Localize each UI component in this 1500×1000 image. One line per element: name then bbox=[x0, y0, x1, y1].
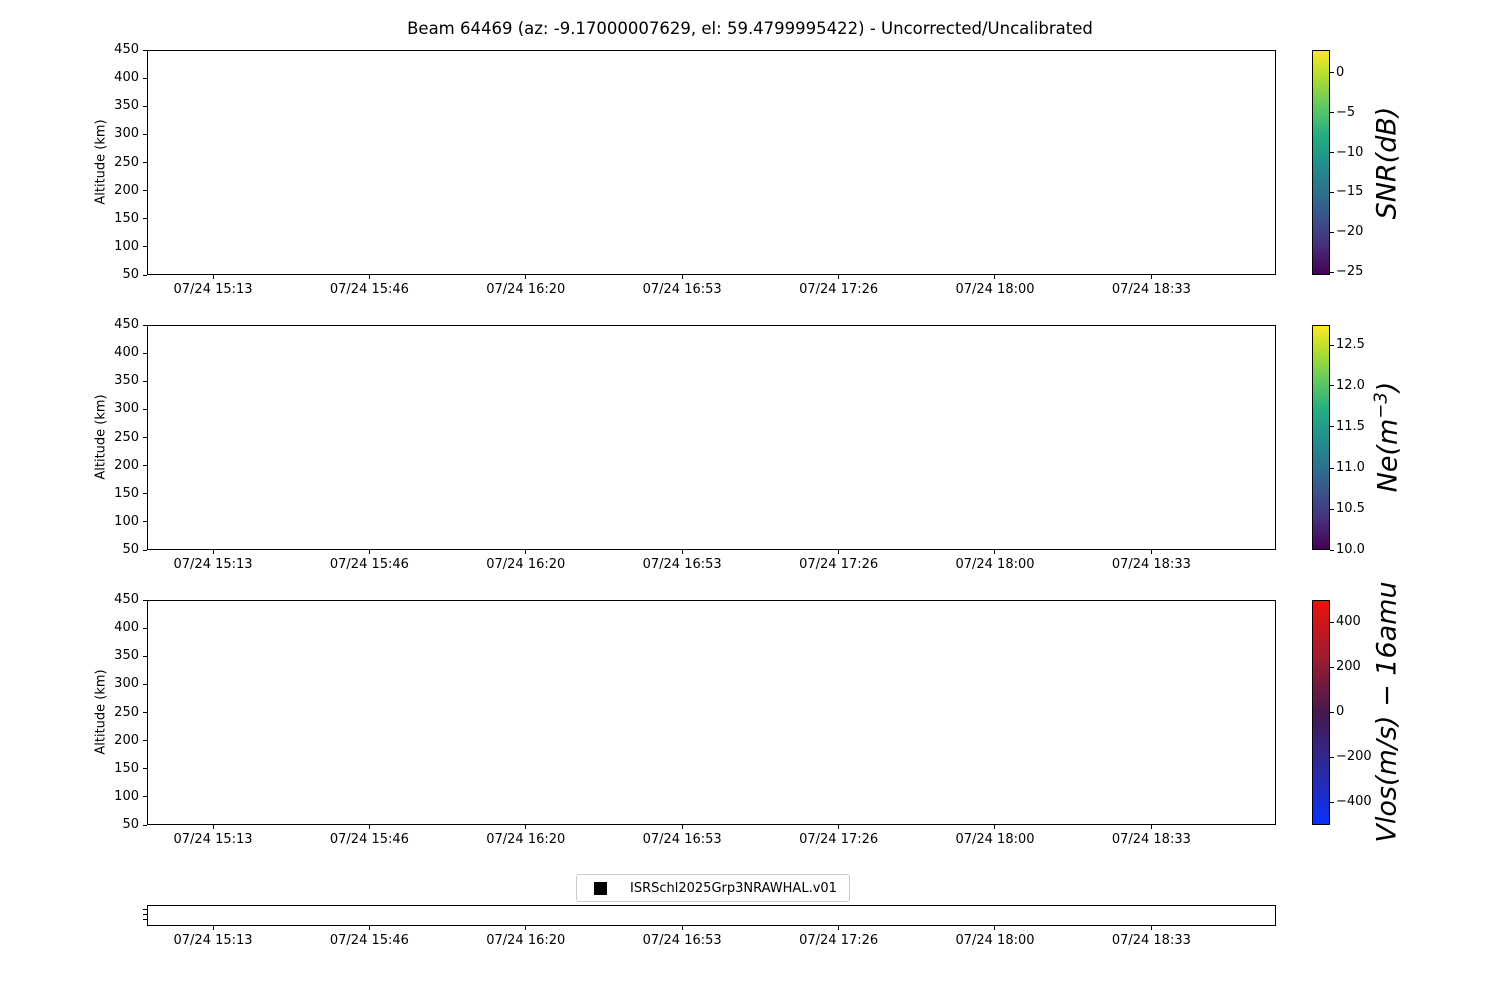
x-tick-label: 07/24 18:00 bbox=[955, 282, 1035, 297]
colorbar-tick-mark bbox=[1330, 550, 1334, 551]
y-tick-label: 100 bbox=[114, 788, 139, 804]
strip-x-tick-label: 07/24 15:46 bbox=[329, 933, 409, 948]
x-tick-mark bbox=[838, 275, 839, 279]
x-tick-mark bbox=[1151, 825, 1152, 829]
x-tick-label: 07/24 18:00 bbox=[955, 557, 1035, 572]
y-tick-label: 100 bbox=[114, 513, 139, 529]
y-tick-mark bbox=[143, 162, 147, 163]
x-tick-label: 07/24 15:13 bbox=[173, 557, 253, 572]
x-tick-mark bbox=[525, 825, 526, 829]
y-tick-label: 300 bbox=[114, 401, 139, 417]
colorbar-tick-label: −20 bbox=[1336, 224, 1364, 240]
x-tick-mark bbox=[525, 275, 526, 279]
y-tick-mark bbox=[143, 353, 147, 354]
x-tick-mark bbox=[994, 550, 995, 554]
y-tick-label: 450 bbox=[114, 592, 139, 607]
y-tick-mark bbox=[143, 712, 147, 713]
x-tick-label: 07/24 15:13 bbox=[173, 832, 253, 847]
colorbar-tick-label: −200 bbox=[1336, 749, 1372, 765]
colorbar-tick-mark bbox=[1330, 667, 1334, 668]
y-tick-label: 450 bbox=[114, 42, 139, 57]
colorbar-tick-mark bbox=[1330, 802, 1334, 803]
colorbar-tick-mark bbox=[1330, 152, 1334, 153]
colorbar-tick-label: 0 bbox=[1336, 704, 1345, 720]
strip-x-tick-mark bbox=[213, 926, 214, 930]
colorbar-tick-label: −10 bbox=[1336, 144, 1364, 160]
colorbar-tick-label: 10.5 bbox=[1336, 501, 1365, 517]
y-tick-label: 200 bbox=[114, 732, 139, 748]
colorbar-snr bbox=[1312, 50, 1330, 275]
y-tick-label: 400 bbox=[114, 345, 139, 361]
colorbar-tick-label: 10.0 bbox=[1336, 542, 1365, 557]
colorbar-tick-mark bbox=[1330, 757, 1334, 758]
colorbar-tick-label: 0 bbox=[1336, 64, 1345, 80]
x-tick-mark bbox=[369, 275, 370, 279]
x-tick-label: 07/24 16:20 bbox=[486, 832, 566, 847]
x-tick-label: 07/24 17:26 bbox=[799, 832, 879, 847]
y-tick-mark bbox=[143, 50, 147, 51]
y-tick-mark bbox=[143, 740, 147, 741]
colorbar-tick-mark bbox=[1330, 232, 1334, 233]
x-tick-label: 07/24 16:20 bbox=[486, 282, 566, 297]
y-tick-mark bbox=[143, 134, 147, 135]
y-tick-mark bbox=[143, 381, 147, 382]
y-tick-label: 350 bbox=[114, 648, 139, 664]
y-axis-label-snr: Altitude (km) bbox=[93, 119, 109, 205]
y-tick-label: 50 bbox=[122, 267, 139, 282]
figure-title: Beam 64469 (az: -9.17000007629, el: 59.4799995422) - Uncorrected/Uncalibrated bbox=[407, 19, 1093, 38]
x-tick-label: 07/24 18:33 bbox=[1111, 282, 1191, 297]
colorbar-tick-label: 11.5 bbox=[1336, 418, 1365, 434]
y-axis-label-vlos: Altitude (km) bbox=[93, 669, 109, 755]
strip-x-tick-mark bbox=[994, 926, 995, 930]
y-tick-label: 250 bbox=[114, 154, 139, 170]
y-tick-label: 150 bbox=[114, 485, 139, 501]
y-tick-label: 150 bbox=[114, 210, 139, 226]
y-tick-label: 150 bbox=[114, 760, 139, 776]
strip-x-tick-mark bbox=[682, 926, 683, 930]
x-tick-label: 07/24 15:13 bbox=[173, 282, 253, 297]
strip-x-tick-mark bbox=[1151, 926, 1152, 930]
x-tick-mark bbox=[838, 825, 839, 829]
colorbar-ne bbox=[1312, 325, 1330, 550]
colorbar-tick-mark bbox=[1330, 72, 1334, 73]
y-tick-label: 300 bbox=[114, 676, 139, 692]
strip-y-tick-mark bbox=[143, 914, 147, 915]
x-tick-mark bbox=[1151, 275, 1152, 279]
y-tick-label: 450 bbox=[114, 317, 139, 332]
y-tick-mark bbox=[143, 628, 147, 629]
x-tick-mark bbox=[682, 550, 683, 554]
y-tick-label: 350 bbox=[114, 373, 139, 389]
y-tick-mark bbox=[143, 106, 147, 107]
y-tick-mark bbox=[143, 825, 147, 826]
strip-x-tick-label: 07/24 15:13 bbox=[173, 933, 253, 948]
colorbar-label-ne-pre: Ne(m bbox=[1372, 418, 1404, 493]
y-tick-mark bbox=[143, 768, 147, 769]
colorbar-tick-mark bbox=[1330, 426, 1334, 427]
colorbar-tick-mark bbox=[1330, 509, 1334, 510]
colorbar-tick-mark bbox=[1330, 272, 1334, 273]
y-tick-mark bbox=[143, 656, 147, 657]
colorbar-tick-mark bbox=[1330, 712, 1334, 713]
strip-x-tick-mark bbox=[369, 926, 370, 930]
y-tick-label: 350 bbox=[114, 98, 139, 114]
colorbar-tick-label: 12.0 bbox=[1336, 377, 1365, 393]
plot-panel-ne bbox=[147, 325, 1276, 550]
x-tick-mark bbox=[1151, 550, 1152, 554]
colorbar-tick-mark bbox=[1330, 192, 1334, 193]
y-tick-label: 250 bbox=[114, 429, 139, 445]
x-tick-mark bbox=[994, 825, 995, 829]
colorbar-label-ne-post: ) bbox=[1372, 381, 1404, 393]
y-tick-mark bbox=[143, 218, 147, 219]
plot-panel-snr bbox=[147, 50, 1276, 275]
y-tick-mark bbox=[143, 684, 147, 685]
x-tick-label: 07/24 16:53 bbox=[642, 282, 722, 297]
y-tick-label: 100 bbox=[114, 238, 139, 254]
y-tick-mark bbox=[143, 493, 147, 494]
colorbar-tick-label: 400 bbox=[1336, 614, 1361, 630]
y-tick-label: 300 bbox=[114, 126, 139, 142]
y-tick-mark bbox=[143, 325, 147, 326]
x-tick-mark bbox=[682, 275, 683, 279]
y-tick-label: 400 bbox=[114, 70, 139, 86]
y-tick-mark bbox=[143, 465, 147, 466]
x-tick-mark bbox=[838, 550, 839, 554]
x-tick-mark bbox=[682, 825, 683, 829]
y-tick-label: 50 bbox=[122, 817, 139, 832]
x-tick-label: 07/24 15:46 bbox=[329, 832, 409, 847]
x-tick-label: 07/24 16:53 bbox=[642, 557, 722, 572]
colorbar-label-ne-sup: −3 bbox=[1370, 392, 1392, 419]
legend-box bbox=[576, 874, 850, 902]
colorbar-tick-label: −25 bbox=[1336, 264, 1364, 280]
x-tick-label: 07/24 16:53 bbox=[642, 832, 722, 847]
y-tick-mark bbox=[143, 246, 147, 247]
y-tick-label: 200 bbox=[114, 182, 139, 198]
y-tick-label: 200 bbox=[114, 457, 139, 473]
colorbar-tick-label: −5 bbox=[1336, 104, 1356, 120]
y-tick-mark bbox=[143, 796, 147, 797]
y-tick-mark bbox=[143, 550, 147, 551]
y-tick-mark bbox=[143, 275, 147, 276]
x-tick-mark bbox=[994, 275, 995, 279]
colorbar-tick-mark bbox=[1330, 345, 1334, 346]
strip-x-tick-label: 07/24 16:20 bbox=[486, 933, 566, 948]
y-tick-mark bbox=[143, 600, 147, 601]
x-tick-mark bbox=[369, 825, 370, 829]
legend-label: ISRSchl2025Grp3NRAWHAL.v01 bbox=[630, 880, 837, 896]
black-square-icon bbox=[594, 882, 607, 895]
y-tick-mark bbox=[143, 521, 147, 522]
colorbar-tick-label: 11.0 bbox=[1336, 460, 1365, 476]
colorbar-vlos bbox=[1312, 600, 1330, 825]
strip-x-tick-label: 07/24 18:33 bbox=[1111, 933, 1191, 948]
x-tick-label: 07/24 17:26 bbox=[799, 557, 879, 572]
colorbar-label-vlos: Vlos(m/s) − 16amu bbox=[1371, 581, 1403, 843]
colorbar-tick-label: 200 bbox=[1336, 659, 1361, 675]
x-tick-label: 07/24 15:46 bbox=[329, 282, 409, 297]
x-tick-label: 07/24 17:26 bbox=[799, 282, 879, 297]
colorbar-label-snr: SNR(dB) bbox=[1371, 106, 1403, 220]
plot-panel-vlos bbox=[147, 600, 1276, 825]
y-axis-label-ne: Altitude (km) bbox=[93, 394, 109, 480]
strip-x-tick-label: 07/24 16:53 bbox=[642, 933, 722, 948]
colorbar-tick-label: 12.5 bbox=[1336, 337, 1365, 353]
legend-strip-panel bbox=[147, 905, 1276, 926]
colorbar-tick-label: −400 bbox=[1336, 794, 1372, 810]
colorbar-tick-mark bbox=[1330, 385, 1334, 386]
strip-x-tick-label: 07/24 18:00 bbox=[955, 933, 1035, 948]
x-tick-mark bbox=[213, 275, 214, 279]
x-tick-mark bbox=[213, 825, 214, 829]
strip-x-tick-mark bbox=[838, 926, 839, 930]
y-tick-mark bbox=[143, 409, 147, 410]
strip-y-tick-mark bbox=[143, 919, 147, 920]
x-tick-label: 07/24 16:20 bbox=[486, 557, 566, 572]
colorbar-tick-mark bbox=[1330, 468, 1334, 469]
colorbar-tick-label: −15 bbox=[1336, 184, 1364, 200]
y-tick-label: 400 bbox=[114, 620, 139, 636]
x-tick-mark bbox=[369, 550, 370, 554]
strip-x-tick-label: 07/24 17:26 bbox=[799, 933, 879, 948]
x-tick-label: 07/24 18:33 bbox=[1111, 832, 1191, 847]
x-tick-label: 07/24 15:46 bbox=[329, 557, 409, 572]
strip-y-tick-mark bbox=[143, 909, 147, 910]
x-tick-label: 07/24 18:33 bbox=[1111, 557, 1191, 572]
y-tick-label: 250 bbox=[114, 704, 139, 720]
y-tick-mark bbox=[143, 437, 147, 438]
y-tick-mark bbox=[143, 78, 147, 79]
y-tick-label: 50 bbox=[122, 542, 139, 557]
colorbar-tick-mark bbox=[1330, 112, 1334, 113]
strip-x-tick-mark bbox=[525, 926, 526, 930]
y-tick-mark bbox=[143, 190, 147, 191]
x-tick-mark bbox=[525, 550, 526, 554]
x-tick-label: 07/24 18:00 bbox=[955, 832, 1035, 847]
x-tick-mark bbox=[213, 550, 214, 554]
colorbar-tick-mark bbox=[1330, 622, 1334, 623]
